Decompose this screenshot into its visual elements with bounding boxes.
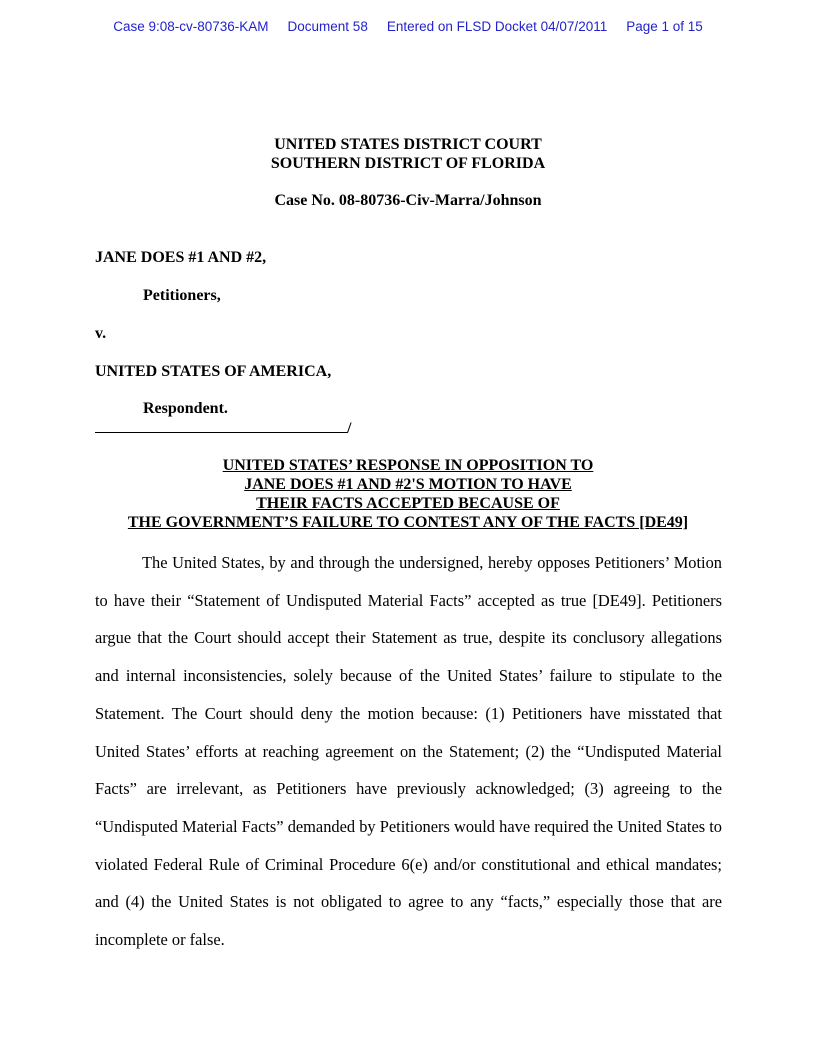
caption-separator-slash: /	[347, 420, 352, 437]
document-title-line-3: THEIR FACTS ACCEPTED BECAUSE OF	[256, 495, 560, 512]
party-respondent: UNITED STATES OF AMERICA,	[95, 363, 332, 380]
stamp-docket-entry-date: Entered on FLSD Docket 04/07/2011	[386, 19, 608, 34]
court-name: UNITED STATES DISTRICT COURT	[274, 136, 542, 153]
court-heading	[0, 135, 816, 173]
document-title-line-4: THE GOVERNMENT’S FAILURE TO CONTEST ANY OF THE FACTS [DE49]	[127, 514, 689, 531]
caption-separator-line	[95, 416, 347, 433]
petitioners-designation: Petitioners,	[143, 287, 221, 304]
document-title-line-1: UNITED STATES’ RESPONSE IN OPPOSITION TO	[222, 457, 594, 474]
stamp-page-count: Page 1 of 15	[626, 19, 703, 34]
stamp-case-number: Case 9:08-cv-80736-KAM	[113, 19, 269, 34]
document-title	[0, 456, 816, 532]
stamp-document-number: Document 58	[287, 19, 368, 34]
party-petitioners: JANE DOES #1 AND #2,	[95, 249, 267, 266]
respondent-designation: Respondent.	[143, 400, 228, 417]
versus-label: v.	[95, 325, 107, 342]
case-header-stamp	[0, 19, 816, 34]
court-district: SOUTHERN DISTRICT OF FLORIDA	[270, 155, 546, 172]
case-number: Case No. 08-80736-Civ-Marra/Johnson	[274, 192, 542, 209]
caption-separator	[95, 416, 351, 438]
document-title-line-2: JANE DOES #1 AND #2'S MOTION TO HAVE	[244, 476, 572, 493]
opening-paragraph: The United States, by and through the undersigned, hereby opposes Petitioners’ Motion to have their “Statement of Undisputed Material Facts” accepted as true [DE49]. Petitioners argue that the Court should accept their Statement as true, despite its conclusory allegations and internal inconsistencies, solely because of the United States’ failure to stipulate to the Statement. The Court should deny the motion because: (1) Petitioners have misstated that United States’ efforts at reaching agreement on the Statement; (2) the “Undisputed Material Facts” are irrelevant, as Petitioners have previously acknowledged; (3) agreeing to the “Undisputed Material Facts” demanded by Petitioners would have required the United States to violated Federal Rule of Criminal Procedure 6(e) and/or constitutional and ethical mandates; and (4) the United States is not obligated to agree to any “facts,” especially those that are incomplete or false.	[95, 553, 722, 950]
